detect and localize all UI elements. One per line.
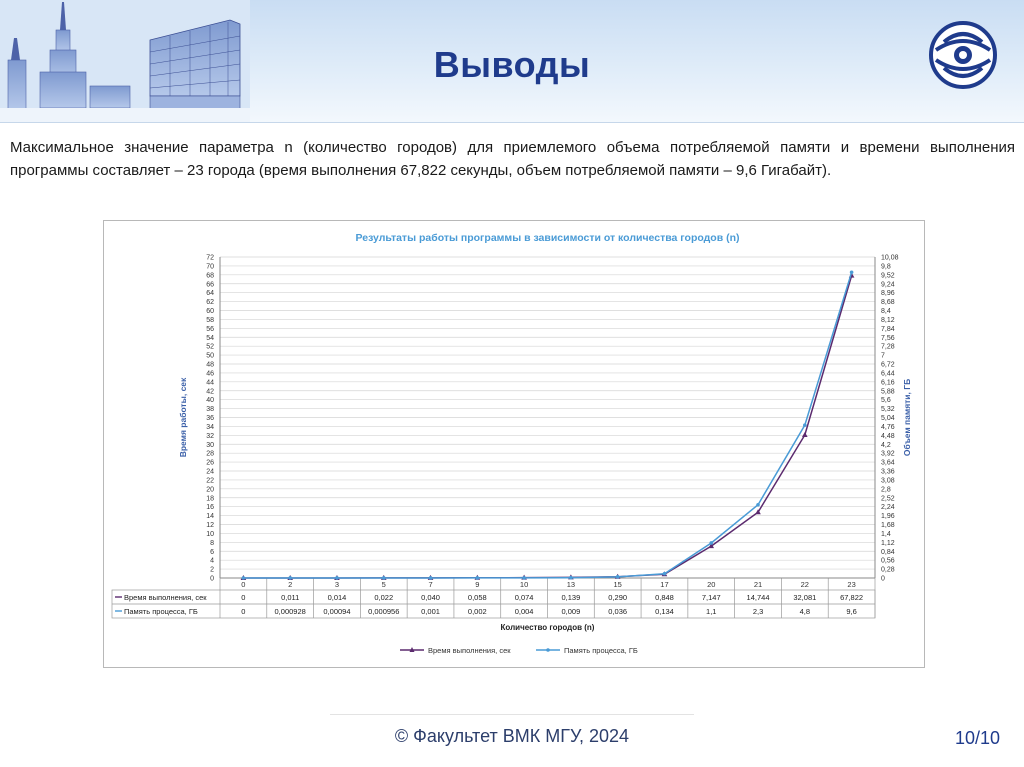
x-tick-label: 22: [800, 580, 809, 589]
y-tick-label: 38: [206, 406, 214, 414]
y2-tick-label: 3,36: [881, 468, 895, 476]
series-point-memory: [335, 576, 339, 580]
series-point-memory: [569, 576, 573, 580]
x-tick-label: 0: [241, 580, 246, 589]
y2-axis-title: Объем памяти, ГБ: [902, 378, 912, 457]
x-tick-label: 3: [334, 580, 340, 589]
y2-tick-label: 8,4: [881, 308, 891, 315]
data-table-cell: 1,1: [706, 607, 717, 616]
y2-tick-label: 5,04: [881, 415, 895, 422]
y2-tick-label: 0,56: [881, 557, 895, 565]
data-table-series-name: Время выполнения, сек: [124, 593, 207, 602]
y2-tick-label: 1,12: [881, 539, 895, 547]
data-table-cell: 0,00094: [323, 607, 351, 616]
y-tick-label: 2: [210, 566, 214, 574]
y2-tick-label: 9,8: [881, 263, 891, 271]
series-point-memory: [616, 575, 620, 579]
y-tick-label: 4: [210, 557, 214, 565]
data-table-cell: 14,744: [746, 593, 770, 602]
y-axis-title: Время работы, сек: [178, 377, 188, 458]
y-tick-label: 56: [206, 325, 214, 333]
series-line-time: [243, 276, 851, 578]
data-table-cell: 0: [241, 593, 246, 602]
series-point-memory: [522, 576, 526, 580]
y-tick-label: 54: [206, 334, 214, 342]
y-tick-label: 50: [206, 352, 214, 360]
y2-tick-label: 7,84: [881, 325, 895, 333]
series-point-time: [802, 432, 808, 437]
data-table-cell: 0: [241, 607, 246, 616]
y-tick-label: 36: [206, 415, 214, 422]
x-tick-label: 15: [613, 580, 622, 589]
y2-tick-label: 1,4: [881, 530, 891, 538]
x-tick-label: 2: [288, 580, 293, 589]
y-tick-label: 34: [206, 423, 214, 431]
y-tick-label: 14: [206, 513, 214, 521]
y-tick-label: 72: [206, 254, 214, 262]
y2-tick-label: 4,76: [881, 423, 895, 431]
y2-tick-label: 5,6: [881, 397, 891, 405]
series-point-memory: [382, 576, 386, 580]
legend-marker-memory: [546, 648, 550, 652]
y2-tick-label: 8,68: [881, 299, 895, 307]
data-table-cell: 32,081: [793, 593, 817, 602]
data-table-cell: 4,8: [799, 607, 811, 616]
data-table-cell: 0,040: [421, 593, 440, 602]
y2-tick-label: 3,64: [881, 459, 895, 467]
y2-tick-label: 2,52: [881, 495, 895, 503]
data-table-cell: 0,036: [608, 607, 628, 616]
x-tick-label: 17: [660, 580, 669, 589]
y-tick-label: 22: [206, 477, 214, 485]
y2-tick-label: 7,28: [881, 343, 895, 351]
series-point-memory: [429, 576, 433, 580]
legend-label-memory: Память процесса, ГБ: [564, 646, 638, 655]
data-table-cell: 0,002: [467, 607, 487, 616]
y2-tick-label: 3,92: [881, 450, 895, 458]
x-tick-label: 5: [381, 580, 386, 589]
data-table-cell: 0,058: [467, 593, 487, 602]
y-tick-label: 44: [206, 379, 214, 387]
data-table-cell: 0,290: [608, 593, 628, 602]
y2-tick-label: 6,16: [881, 379, 895, 387]
y-tick-label: 30: [206, 441, 214, 449]
conclusion-text: Максимальное значение параметра n (количество городов) для приемлемого объема потребляемой памяти и времени выполнения программы составляет – 23 города (время выполнения 67,822 секунды, объем потребляемой памяти – 9,6 Гигабайт).: [10, 139, 1015, 179]
y-tick-label: 52: [206, 343, 214, 351]
data-table-cell: 0,848: [655, 593, 674, 602]
y-tick-label: 28: [206, 450, 214, 458]
series-point-memory: [242, 576, 246, 580]
x-tick-label: 10: [519, 580, 529, 589]
series-point-memory: [288, 576, 292, 580]
y-tick-label: 18: [206, 495, 214, 503]
y2-tick-label: 7: [881, 352, 885, 360]
y2-tick-label: 8,12: [881, 316, 895, 324]
data-table-cell: 0,022: [374, 593, 394, 602]
y-tick-label: 32: [206, 432, 214, 440]
y-tick-label: 0: [210, 575, 214, 583]
data-table-cell: 0,001: [421, 607, 440, 616]
data-table-cell: 0,134: [655, 607, 674, 616]
y-tick-label: 16: [206, 504, 214, 512]
slide-header: [0, 0, 1024, 123]
x-axis-title: Количество городов (n): [500, 623, 595, 632]
data-table-cell: 0,014: [327, 593, 347, 602]
y2-tick-label: 0: [881, 575, 885, 583]
data-table-cell: 0,000956: [368, 607, 400, 616]
y-tick-label: 6: [210, 548, 214, 556]
y-tick-label: 62: [206, 299, 214, 307]
chart-title: Результаты работы программы в зависимости от количества городов (n): [355, 232, 740, 244]
series-point-memory: [756, 503, 760, 507]
y-tick-label: 12: [206, 522, 214, 529]
x-tick-label: 7: [428, 580, 433, 589]
results-chart: [103, 220, 925, 668]
series-point-memory: [476, 576, 480, 580]
data-table-cell: 67,822: [840, 593, 864, 602]
y2-tick-label: 1,68: [881, 522, 895, 529]
data-table-cell: 7,147: [701, 593, 721, 602]
y2-tick-label: 4,48: [881, 432, 895, 440]
x-tick-label: 13: [566, 580, 576, 589]
legend-label-time: Время выполнения, сек: [428, 646, 511, 655]
y-tick-label: 26: [206, 459, 214, 467]
x-tick-label: 23: [847, 580, 856, 589]
y2-tick-label: 7,56: [881, 334, 895, 342]
data-table-cell: 0,139: [561, 593, 581, 602]
y2-tick-label: 6,44: [881, 370, 895, 378]
y2-tick-label: 9,24: [881, 281, 895, 289]
series-point-memory: [663, 572, 667, 576]
y-tick-label: 24: [206, 468, 214, 476]
y2-tick-label: 9,52: [881, 272, 895, 280]
x-tick-label: 9: [475, 580, 480, 589]
y2-tick-label: 2,8: [881, 486, 891, 494]
y-tick-label: 46: [206, 370, 214, 378]
data-table-cell: 0,004: [514, 607, 534, 616]
footer-copyright: © Факультет ВМК МГУ, 2024: [394, 726, 630, 746]
y-tick-label: 10: [206, 530, 214, 538]
y2-tick-label: 0,84: [881, 548, 895, 556]
y2-tick-label: 0,28: [881, 566, 895, 574]
y-tick-label: 68: [206, 272, 214, 280]
data-table-cell: 0,074: [514, 593, 534, 602]
data-table-cell: 0,000928: [274, 607, 306, 616]
y2-tick-label: 10,08: [881, 254, 899, 262]
series-point-memory: [709, 541, 713, 545]
y-tick-label: 8: [210, 539, 214, 547]
y-tick-label: 42: [206, 388, 214, 396]
vmk-logo-icon: [928, 20, 998, 90]
data-table-series-name: Память процесса, ГБ: [124, 607, 198, 616]
data-table-cell: 0,011: [281, 593, 300, 602]
data-table-cell: 9,6: [846, 607, 857, 616]
y2-tick-label: 8,96: [881, 290, 895, 298]
slide-title: Выводы: [433, 44, 591, 85]
series-point-memory: [803, 423, 807, 427]
data-table-cell: 2,3: [752, 607, 764, 616]
y2-tick-label: 4,2: [881, 441, 891, 449]
y-tick-label: 70: [206, 263, 214, 271]
x-tick-label: 21: [753, 580, 763, 589]
y-tick-label: 20: [206, 486, 214, 494]
series-point-memory: [850, 270, 854, 274]
y-tick-label: 40: [206, 397, 214, 405]
y-tick-label: 60: [206, 308, 214, 315]
series-line-memory: [243, 272, 851, 578]
x-tick-label: 20: [707, 580, 716, 589]
y2-tick-label: 5,88: [881, 388, 895, 396]
y2-tick-label: 5,32: [881, 406, 895, 414]
y-tick-label: 66: [206, 281, 214, 289]
y2-tick-label: 1,96: [881, 513, 895, 521]
y-tick-label: 48: [206, 361, 214, 369]
y2-tick-label: 6,72: [881, 361, 895, 369]
y-tick-label: 58: [206, 316, 214, 324]
data-table-cell: 0,009: [561, 607, 581, 616]
chart-canvas: [104, 221, 924, 667]
y-tick-label: 64: [206, 290, 214, 298]
page-number: 10/10: [954, 728, 1000, 748]
y2-tick-label: 3,08: [881, 477, 895, 485]
y2-tick-label: 2,24: [881, 504, 895, 512]
